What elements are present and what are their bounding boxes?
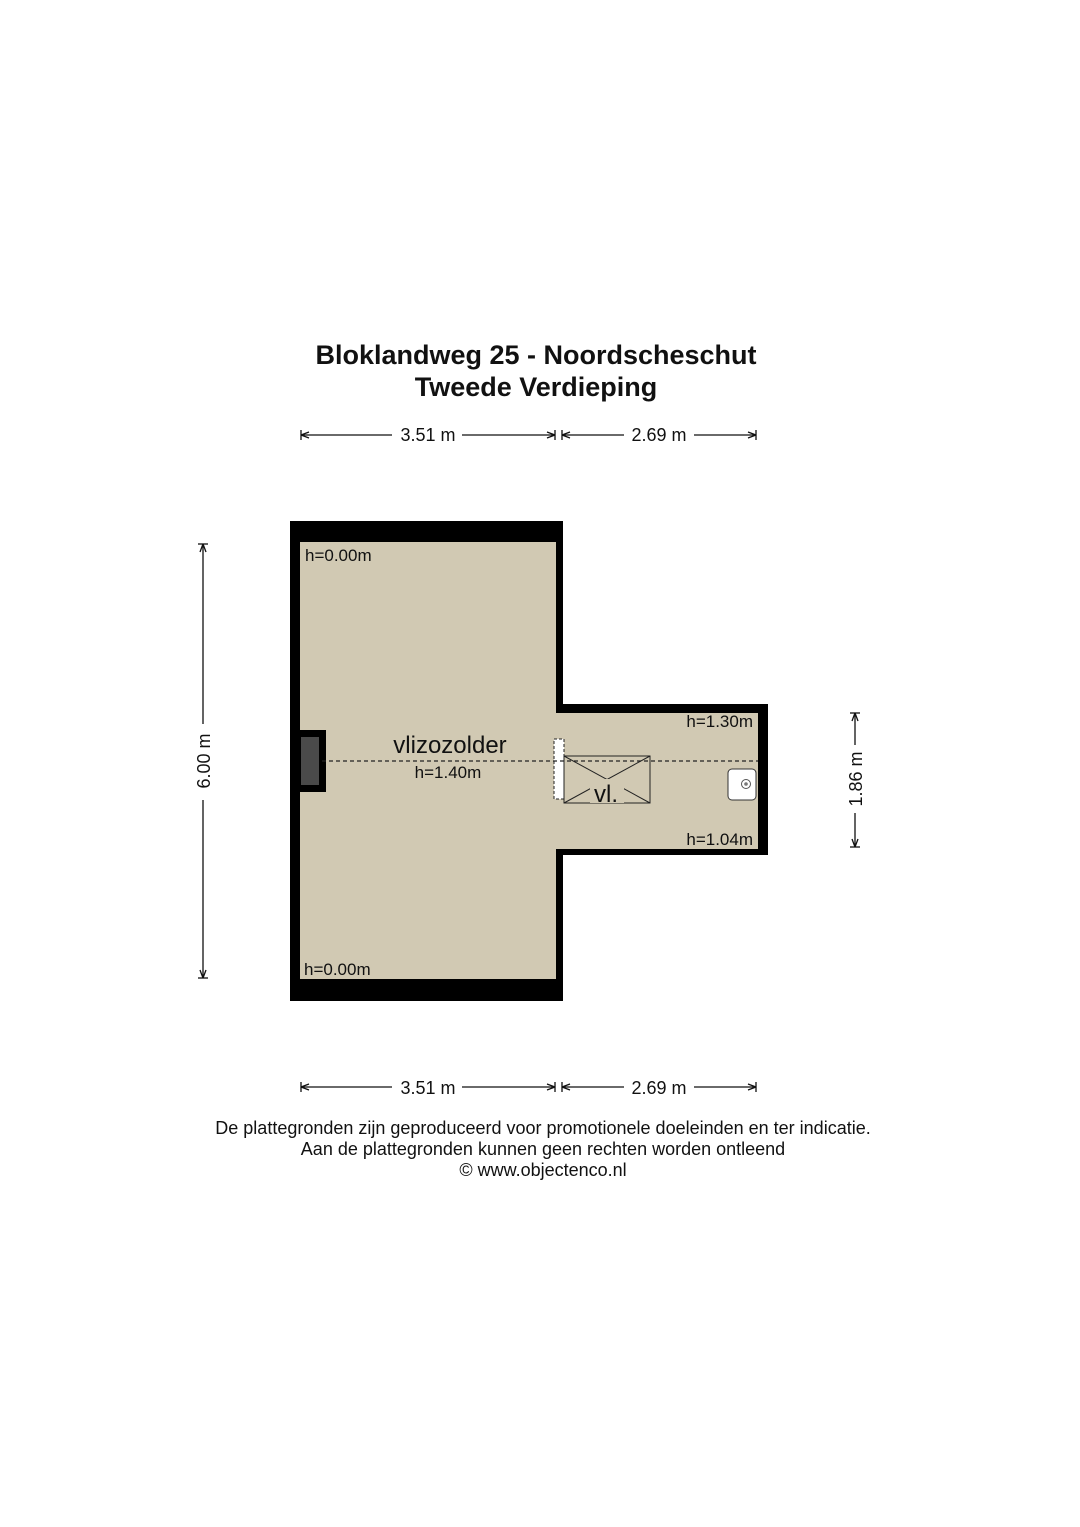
dim-left-height: 6.00 m <box>194 733 214 789</box>
passage-opening <box>554 739 564 799</box>
height-annex-top: h=1.30m <box>686 712 753 731</box>
plan-title: Bloklandweg 25 - Noordscheschut <box>315 340 757 370</box>
dim-top-right: 2.69 m <box>631 425 687 445</box>
dim-bottom-left: 3.51 m <box>400 1078 456 1098</box>
height-annex-bottom: h=1.04m <box>686 830 753 849</box>
top-dimension-lines <box>301 430 756 440</box>
boiler-icon <box>728 769 756 800</box>
height-main-bottom: h=0.00m <box>304 960 371 979</box>
dim-right-height: 1.86 m <box>846 751 866 807</box>
hatch-label: vl. <box>594 781 618 808</box>
disclaimer-line-1: De plattegronden zijn geproduceerd voor promotionele doeleinden en ter indicatie. <box>215 1118 871 1138</box>
dim-top-left: 3.51 m <box>400 425 456 445</box>
height-center: h=1.40m <box>414 763 482 782</box>
floor-title: Tweede Verdieping <box>414 372 658 402</box>
chimney-inner <box>301 737 319 785</box>
height-main-top: h=0.00m <box>305 546 372 565</box>
disclaimer-line-2: Aan de plattegronden kunnen geen rechten worden ontleend <box>300 1139 786 1159</box>
room-name: vlizozolder <box>393 732 507 759</box>
copyright-line: © www.objectenco.nl <box>459 1160 627 1180</box>
bottom-dimension-lines <box>301 1082 756 1092</box>
dim-bottom-right: 2.69 m <box>631 1078 687 1098</box>
